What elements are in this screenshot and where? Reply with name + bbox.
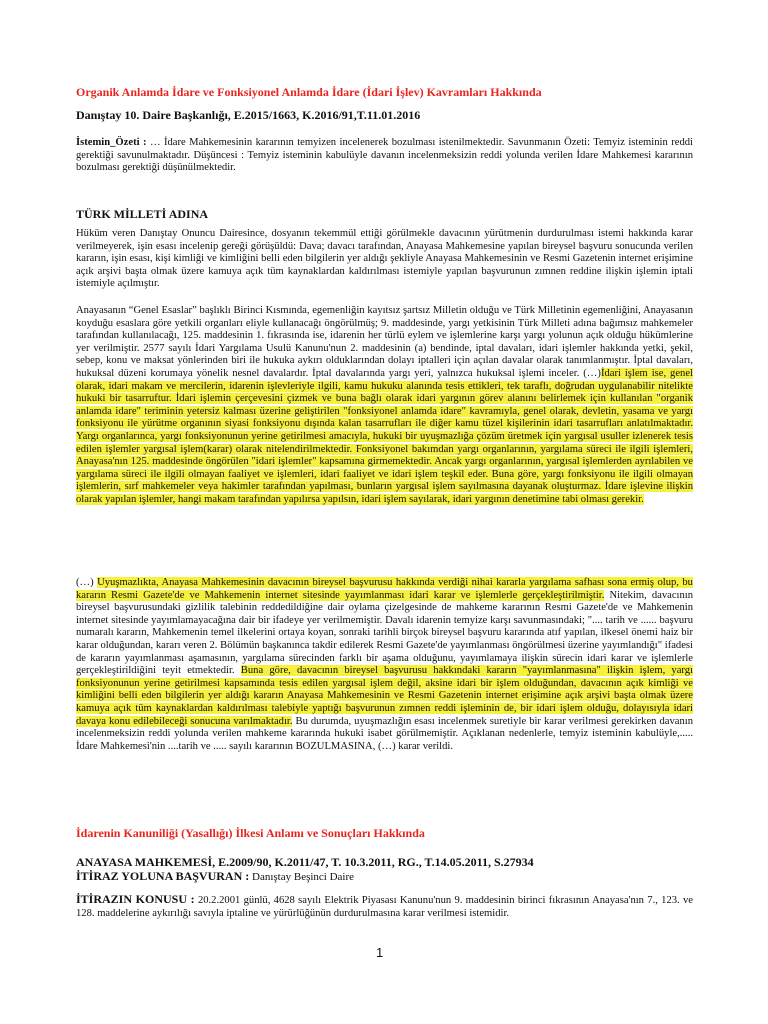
body-paragraph-2 (76, 305, 693, 507)
section-heading-kanunilik: İdarenin Kanuniliği (Yasallığı) İlkesi Anlamı ve Sonuçları Hakkında (76, 826, 425, 840)
paragraph-3-prefix: (…) (76, 577, 98, 588)
case-citation-anayasa: ANAYASA MAHKEMESİ, E.2009/90, K.2011/47, T. 10.3.2011, RG., T.14.05.2011, S.27934 (76, 855, 534, 869)
paragraph-2-plain-text: Anayasanın “Genel Esaslar” başlıklı Birinci Kısmında, egemenliğin kayıtsız şartsız Milletin olduğu ve Türk Milletinin egemenliğini, Anayasanın koyduğu esaslara göre yetkili organları eliyle kullanacağı öngörülmüş; 9. maddesinde, yargı yetkisinin Türk Milleti adına bağımsız mahkemeler tarafından kullanılacağı, 125. maddesinin 1. fıkrasında ise, idarenin her türlü eylem ve işlemlerine karşı yargı yolunun açık olduğu hükümlerine yer verilmiştir. 2577 sayılı İdari Yargılama Usulü Kanunu'nun 2. maddesinin (a) bendinde, iptal davaları, idari işlemler hakkında yetki, şekil, sebep, konu ve maksat yönlerinden biri ile hukuka aykırı olduklarından dolayı iptalleri için açılan davalar olarak tanımlanmıştır. İptal davaları, hukuksal düzeni korumaya yönelik nesnel davalardır. İptal davalarında yargı yeri, yalnızca hukuksal işlemi inceler. (…) (76, 305, 693, 379)
paragraph-3-highlight-1: Uyuşmazlıkta, Anayasa Mahkemesinin davacının bireysel başvurusu hakkında verdiği nihai kararla yargılama safhası sona ermiş olup, bu kararın Resmi Gazete'de ve Mahkemenin internet sitesinde yayımlanması idari karar ve işlemlerle gerçekleştirilmiştir. (76, 577, 693, 601)
itiraz-konusu-label: İTİRAZIN KONUSU : (76, 892, 195, 906)
itiraz-yolu-line (76, 870, 693, 884)
body-paragraph-1: Hüküm veren Danıştay Onuncu Dairesince, dosyanın tekemmül ettiği görülmekle davacının yürütmenin durdurulması istemi hakkında karar verilmeyerek, işin esası incelenip gereği görüşüldü: Dava; davacı tarafından, Anayasa Mahkemesine yapılan bireysel başvuru sonucunda verilen kararın, işin esası, kişi kimliği ve kimliğini belli eden bilgilerin yer aldığı şekliyle Anayasa Mahkemesinin ve Resmi Gazetenin internet erişimine açık arşivi başta olmak üzere kamuya açık tüm kaynaklardan kaldırılması istemiyle yapılan başvurunun zımnen reddine ilişkin işlemin iptali istemiyle açılmıştır. (76, 228, 693, 290)
turk-milleti-adina-heading: TÜRK MİLLETİ ADINA (76, 207, 209, 221)
paragraph-2-highlighted-text: İdari işlem ise, genel olarak, idari makam ve mercilerin, idarenin işlevleriyle ilgili, kamu hukuku alanında tesis ettikleri, tek taraflı, doğrudan uygulanabilir nitelikte hukuki bir tasarruftur. İdari işlemin çerçevesini çizmek ve buna bağlı olarak idari yargının görev alanını belirlemek için kullanılan "organik anlamda idare" teriminin yetersiz kalması üzerine geliştirilen "fonksiyonel anlamda idare" kavramıyla, genel olarak, devletin, yasama ve yargı fonksiyonu ile yürütme organının siyasi fonksiyonu dışında kalan tasarrufları ile diğer kamu tüzel kişilerinin idari tasarrufları anlatılmaktadır. Yargı organlarınca, yargı fonksiyonunun yerine getirilmesi amacıyla, hukuki bir uyuşmazlığa çözüm üretmek için yargısal usuller izlenerek tesis edilen işlemler yargısal işlem(karar) olarak nitelendirilmektedir. Fonksiyonel bakımdan yargı organlarının, yargılama süreci ile ilgili işlemleri, Anayasa'nın 125. maddesinde öngörülen "idari işlemler" kapsamına girmemektedir. Ancak yargı organlarının, yargısal işlemlerden ayrılabilen ve yargılama süreci ile ilgili olmayan faaliyet ve işlemleri, idari faaliyet ve idari işlem teşkil eder. Buna göre, yargı fonksiyonu ile ilgili olmayan işlemlerin, sırf mahkemeler veya hakimler tarafından yapılması, bunların yargısal işlem sayılmasına dayanak oluşturmaz. İdare işlevine ilişkin olarak yapılan işlemler, hangi makam tarafından yapılırsa yapılsın, idari işlem sayılarak, idari yargının denetimine tabi olması gerekir. (76, 367, 693, 505)
istem-ozeti-label: İstemin_Özeti : (76, 137, 147, 148)
paragraph-3-tail: Bu durumda, uyuşmazlığın esası incelenmek suretiyle bir karar verilmesi gerekirken davanın incelenmeksizin reddi yolunda verilen mahkeme kararında hukuki isabet görülmemiştir. Açıklanan nedenlerle, temyiz isteminin kabulüyle,..... İdare Mahkemesi'nin ....tarih ve ..... sayılı kararının BOZULMASINA, (…) karar verildi. (76, 715, 693, 752)
istem-ozeti-text: … İdare Mahkemesinin kararının temyizen incelenerek bozulması istenilmektedir. Savunmanın Özeti: Temyiz isteminin reddi gerektiği savunulmaktadır. Düşüncesi : Temyiz isteminin kabulüyle davanın incelenmeksizin reddi yolunda verilen İdare Mahkemesi kararının bozulması gerektiği düşünülmektedir. (76, 137, 693, 174)
paragraph-3-plain-text: Nitekim, davacının bireysel başvurusundaki gizlilik talebinin reddedildiğine dair oylama çizelgesinde de mahkeme kararının Resmi Gazete'de ve Mahkemenin internet sitesinde yayımlamayacağına dair bir ifadeye yer verilmemiştir. Davalı idarenin temyize karşı savunmasındaki; ".... tarih ve ...... başvuru numaralı kararın, Mahkemenin temel ilkelerini ortaya koyan, sonraki tarihli birçok bireysel başvuru kararında atıf yapılan, ilkesel önemi haiz bir karar olduğundan, kararı veren 2. Bölümün başkanınca takdir edilerek Resmi Gazete'de yayımlanması öngörülmesi üzerine yayımlandığı" ifadesi de kararın yayımlanması aşamasının, yargılama sürecinden farklı bir aşama olduğunu, yayımlamaya ilişkin sürecin idari karar ve işlemlerle gerçekleştirildiğini teyit etmektedir. (76, 589, 694, 677)
section-heading-organik-idare: Organik Anlamda İdare ve Fonksiyonel Anlamda İdare (İdari İşlev) Kavramları Hakkında (76, 85, 542, 99)
itiraz-yolu-value: Danıştay Beşinci Daire (252, 871, 355, 883)
itiraz-yolu-label: İTİRAZ YOLUNA BAŞVURAN : (76, 869, 250, 883)
istem-ozeti-paragraph (76, 137, 693, 175)
body-paragraph-3 (76, 577, 693, 753)
paragraph-3-highlight-2: Buna göre, davacının bireysel başvurusu hakkındaki kararın "yayımlanmasına" ilişkin işlem, yargı fonksiyonunun yerine getirilmesi kapsamında tesis edilen yargısal işlem değil, aksine idari bir işlem olduğundan, davacının açık kimliği ve kimliğini belli eden bilgilerin yer aldığı kararın Anayasa Mahkemesinin ve Resmi Gazetenin internet erişimine açık arşivi başta olmak üzere kamuya açık tüm kaynaklardan kaldırılması talebiyle yaptığı başvurunun zımnen reddi işleminin de, bir idari işlem olduğu, dolayısıyla idari davaya konu edilebileceği sonucuna varılmaktadır. (76, 665, 693, 727)
page-number: 1 (376, 945, 384, 960)
case-citation-danistay: Danıştay 10. Daire Başkanlığı, E.2015/1663, K.2016/91,T.11.01.2016 (76, 108, 421, 122)
itiraz-konusu-text: 20.2.2001 günlü, 4628 sayılı Elektrik Piyasası Kanunu'nun 9. maddesinin birinci fıkrasının Anayasa'nın 7., 123. ve 128. maddelerine aykırılığı savıyla iptaline ve yürürlüğünün durdurulmasına karar verilmesi istemidir. (76, 895, 693, 919)
itiraz-konusu-paragraph (76, 893, 693, 920)
